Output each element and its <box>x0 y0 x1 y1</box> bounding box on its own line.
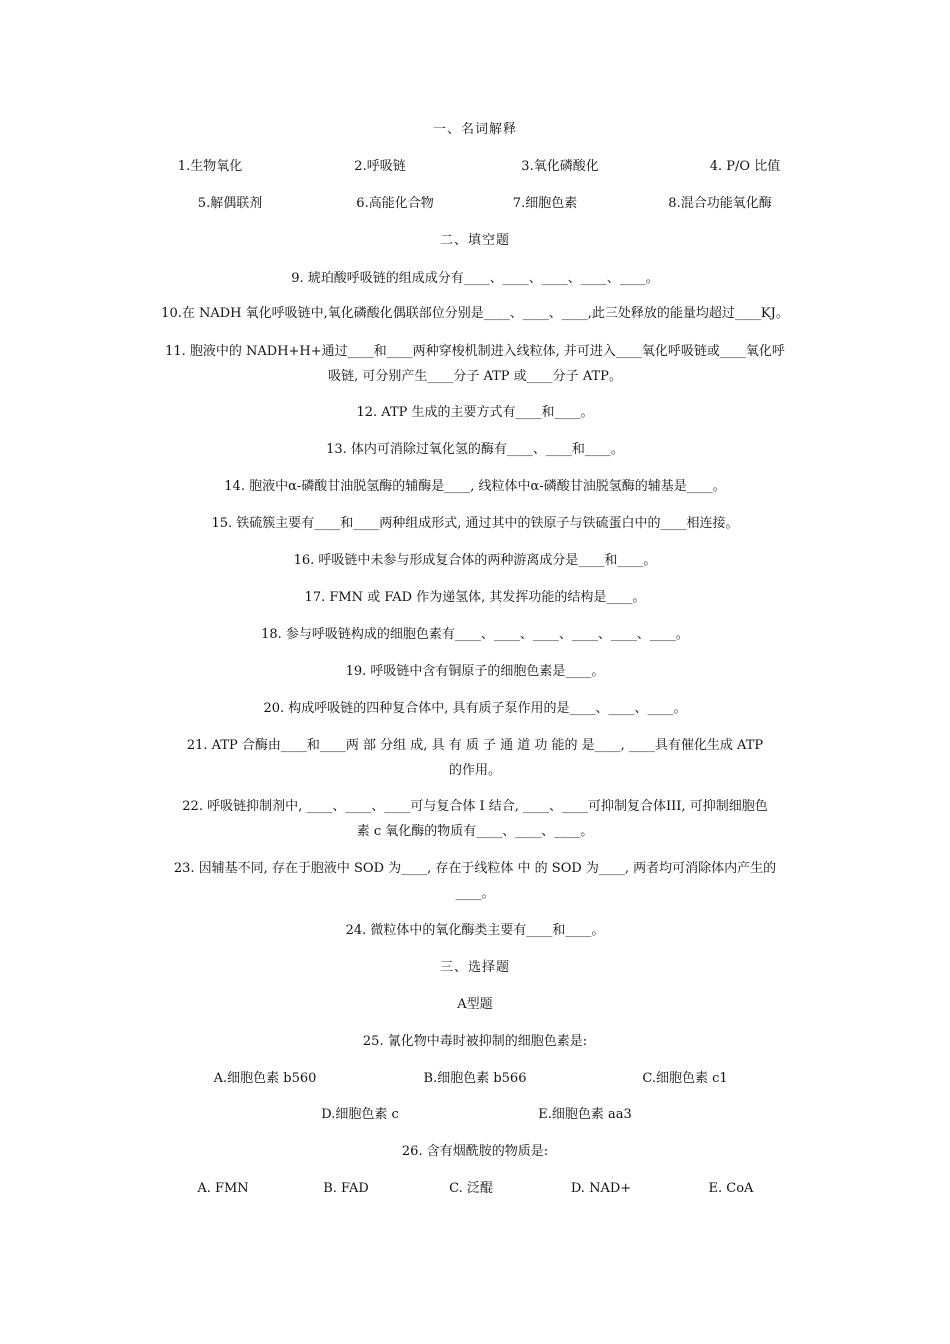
question-23-line1: 23. 因辅基不同, 存在于胞液中 SOD 为____, 存在于线粒体 中 的 SOD 为____, 两者均可消除体内产生的 <box>173 861 777 876</box>
terms-row-2 <box>140 191 820 217</box>
q26-option-b: B. FAD <box>323 1181 369 1196</box>
question-16: 16. 呼吸链中未参与形成复合体的两种游离成分是____和____。 <box>293 553 657 568</box>
q26-options-row <box>160 1176 810 1202</box>
q26-option-d: D. NAD+ <box>570 1181 632 1196</box>
q25-option-a: A.细胞色素 b560 <box>213 1071 317 1086</box>
q26-option-e: E. CoA <box>708 1181 754 1196</box>
question-21-line2: 的作用。 <box>448 763 501 778</box>
question-21-line1: 21. ATP 合酶由____和____两 部 分组 成, 具 有 质 子 通 道 功 能的 是____, ____具有催化生成 ATP <box>186 738 764 753</box>
term-1: 1.生物氧化 <box>177 159 243 174</box>
question-20: 20. 构成呼吸链的四种复合体中, 具有质子泵作用的是____、____、____。 <box>263 701 687 716</box>
question-25: 25. 氰化物中毒时被抑制的细胞色素是: <box>362 1034 588 1049</box>
q25-option-b: B.细胞色素 b566 <box>423 1071 527 1086</box>
section2-title: 二、填空题 <box>439 233 510 248</box>
q26-option-c: C. 泛醌 <box>449 1181 493 1196</box>
q25-option-e: E.细胞色素 aa3 <box>538 1107 632 1122</box>
term-8: 8.混合功能氧化酶 <box>668 196 772 211</box>
question-9: 9. 琥珀酸呼吸链的组成成分有____、____、____、____、____。 <box>291 271 659 286</box>
term-4: 4. P/O 比值 <box>709 159 781 174</box>
question-24: 24. 微粒体中的氧化酶类主要有____和____。 <box>345 923 605 938</box>
term-2: 2.呼吸链 <box>354 159 406 174</box>
question-15: 15. 铁硫簇主要有____和____两种组成形式, 通过其中的铁原子与铁硫蛋白中的____相连接。 <box>211 516 739 531</box>
section1-title: 一、名词解释 <box>432 122 517 137</box>
question-11-line1: 11. 胞液中的 NADH+H+通过____和____两种穿梭机制进入线粒体, 并可进入____氧化呼吸链或____氧化呼 <box>165 344 785 359</box>
question-26: 26. 含有烟酰胺的物质是: <box>401 1144 549 1159</box>
q26-option-a: A. FMN <box>197 1181 249 1196</box>
question-22-line2: 素 c 氧化酶的物质有____、____、____。 <box>356 824 594 839</box>
q25-option-d: D.细胞色素 c <box>321 1107 399 1122</box>
question-12: 12. ATP 生成的主要方式有____和____。 <box>356 405 594 420</box>
q25-options-row-2 <box>250 1102 700 1128</box>
section3-title: 三、选择题 <box>439 960 510 975</box>
question-18: 18. 参与呼吸链构成的细胞色素有____、____、____、____、____、____。 <box>261 627 689 642</box>
term-6: 6.高能化合物 <box>356 196 434 211</box>
question-13: 13. 体内可消除过氧化氢的酶有____、____和____。 <box>326 442 624 457</box>
q25-option-c: C.细胞色素 c1 <box>642 1071 728 1086</box>
terms-row-1 <box>120 154 830 180</box>
question-19: 19. 呼吸链中含有铜原子的细胞色素是____。 <box>345 664 605 679</box>
q25-options-row-1 <box>160 1066 810 1092</box>
question-23-line2: ____。 <box>455 886 495 901</box>
term-7: 7.细胞色素 <box>512 196 578 211</box>
question-17: 17. FMN 或 FAD 作为递氢体, 其发挥功能的结构是____。 <box>304 590 646 605</box>
question-22-line1: 22. 呼吸链抑制剂中, ____、____、____可与复合体 I 结合, ____、____可抑制复合体III, 可抑制细胞色 <box>182 799 768 814</box>
question-11-line2: 吸链, 可分别产生____分子 ATP 或____分子 ATP。 <box>328 369 622 384</box>
question-14: 14. 胞液中α-磷酸甘油脱氢酶的辅酶是____, 线粒体中α-磷酸甘油脱氢酶的辅基是____。 <box>224 479 726 494</box>
term-5: 5.解偶联剂 <box>197 196 263 211</box>
term-3: 3.氧化磷酸化 <box>521 159 599 174</box>
section3-subtitle: A型题 <box>457 997 493 1012</box>
question-10: 10.在 NADH 氧化呼吸链中,氧化磷酸化偶联部位分别是____、____、____,此三处释放的能量均超过____KJ。 <box>161 306 789 321</box>
